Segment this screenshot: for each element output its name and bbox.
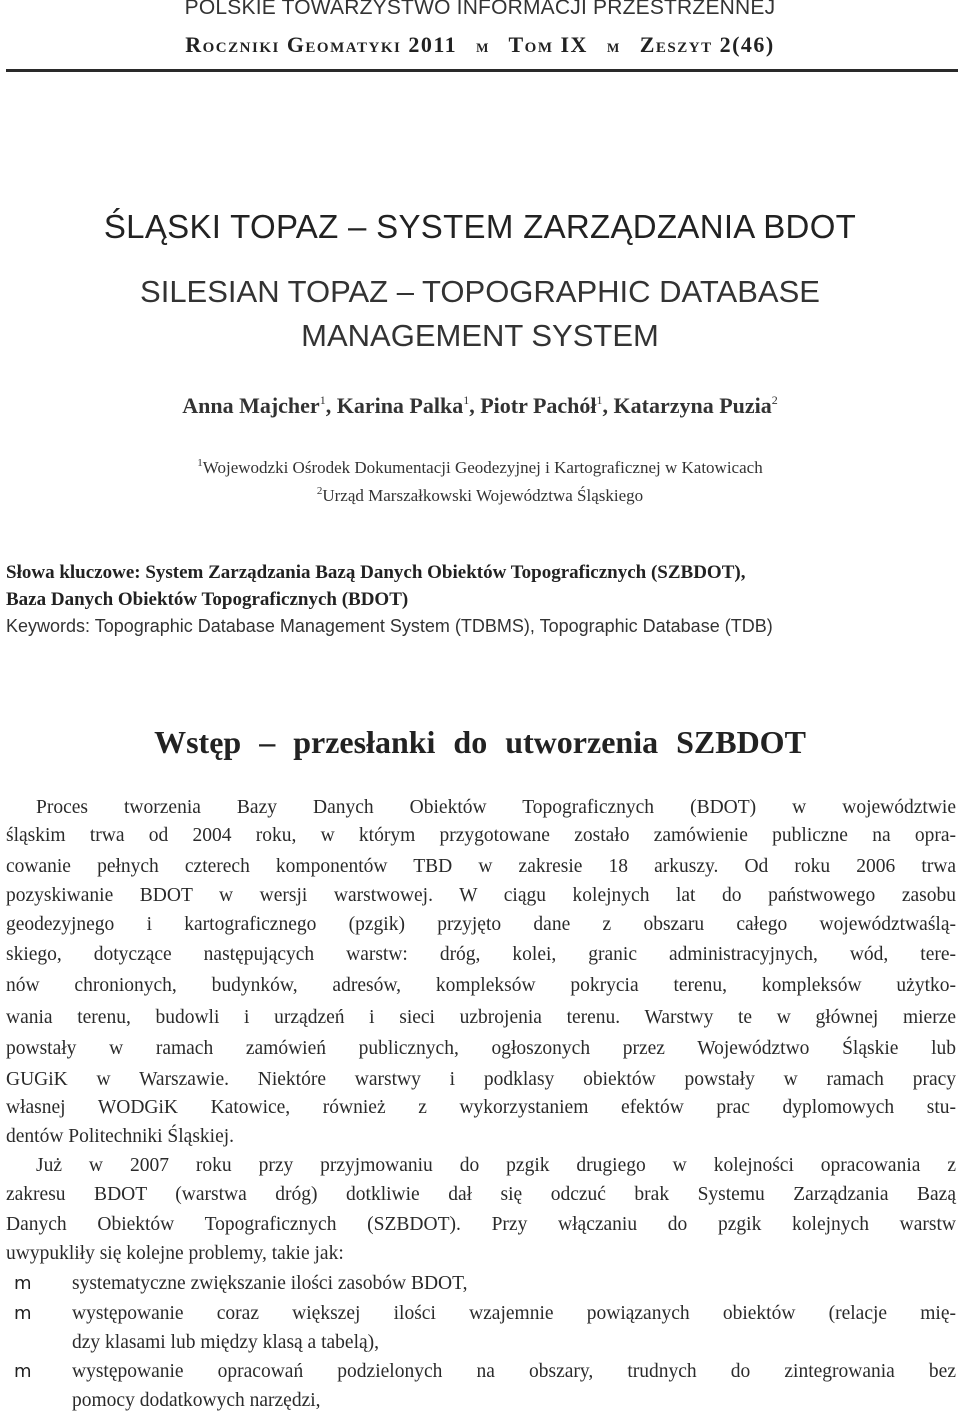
list-item-text: systematyczne zwiększanie ilości zasobów BDOT, bbox=[72, 1273, 468, 1294]
title-polish: ŚLĄSKI TOPAZ – SYSTEM ZARZĄDZANIA BDOT bbox=[103, 208, 857, 245]
journal-issue: Zeszyt 2(46) bbox=[639, 32, 775, 57]
keywords-polish-line-1: Słowa kluczowe: System Zarządzania Bazą Danych Obiektów Topograficznych (SZBDOT), bbox=[6, 562, 746, 583]
body-line: cowanie pełnych czterech komponentów TBD w zakresie 18 arkuszy. Od roku 2006 trwa bbox=[6, 856, 956, 877]
bullet-marker: m bbox=[14, 1273, 32, 1294]
body-line: Proces tworzenia Bazy Danych Obiektów Topograficznych (BDOT) w województwie bbox=[36, 797, 956, 818]
author: Karina Palka$^1$ bbox=[336, 393, 470, 418]
title-english-line-2: MANAGEMENT SYSTEM bbox=[301, 318, 659, 353]
list-item-text: pomocy dodatkowych narzędzi, bbox=[72, 1390, 321, 1411]
body-line: zakresu BDOT (warstwa dróg) dotkliwie dał się odczuć brak Systemu Zarządzania Bazą bbox=[6, 1184, 956, 1205]
body-line: własnej WODGiK Katowice, również z wykorzystaniem efektów prac dyplomowych stu- bbox=[6, 1097, 956, 1118]
body-line: skiego, dotyczące następujących warstw: dróg, kolei, granic administracyjnych, wód, tere- bbox=[6, 944, 956, 965]
body-line: pozyskiwanie BDOT w wersji warstwowej. W ciągu kolejnych lat do państwowego zasobu bbox=[6, 885, 956, 906]
body-line: wania terenu, budowli i urządzeń i sieci uzbrojenia terenu. Warstwy te w głównej mierze bbox=[6, 1007, 956, 1028]
header-rule bbox=[6, 69, 958, 72]
bullet-marker: m bbox=[14, 1303, 32, 1324]
body-line: dentów Politechniki Śląskiej. bbox=[6, 1126, 235, 1147]
keywords-english: Keywords: Topographic Database Management System (TDBMS), Topographic Database (TDB) bbox=[6, 616, 773, 636]
title-english bbox=[0, 270, 960, 358]
body-line: śląskim trwa od 2004 roku, w którym przygotowane zostało zamówienie publiczne na opra- bbox=[6, 825, 956, 846]
body-line: uwypukliły się kolejne problemy, takie jak: bbox=[6, 1243, 344, 1264]
author: Anna Majcher$^1$ bbox=[182, 393, 326, 418]
author-list: Anna Majcher$^1$, Karina Palka$^1$, Piotr Pachół$^1$, Katarzyna Puzia$^2$ bbox=[182, 393, 778, 418]
author: Piotr Pachół$^1$ bbox=[480, 393, 603, 418]
body-line: geodezyjnego i kartograficznego (pzgik) przyjęto dane z obszaru całego województwaślą- bbox=[6, 914, 956, 935]
title-english-line-1: SILESIAN TOPAZ – TOPOGRAPHIC DATABASE bbox=[140, 274, 820, 309]
section-heading: Wstęp – przesłanki do utworzenia SZBDOT bbox=[154, 724, 806, 760]
affiliation-2: $^2$Urząd Marszałkowski Województwa Śląskiego bbox=[316, 485, 644, 505]
bullet-marker: m bbox=[14, 1361, 32, 1382]
list-item-text: występowanie opracowań podzielonych na obszary, trudnych do zintegrowania bez bbox=[72, 1361, 956, 1382]
journal-name: Roczniki Geomatyki 2011 bbox=[185, 32, 458, 57]
author: Katarzyna Puzia$^2$ bbox=[613, 393, 778, 418]
journal-line bbox=[0, 32, 960, 58]
body-line: nów chronionych, budynków, adresów, kompleksów pokrycia terenu, kompleksów użytko- bbox=[6, 975, 956, 996]
body-line: powstały w ramach zamówień publicznych, ogłoszonych przez Województwo Śląskie lub bbox=[6, 1038, 956, 1059]
body-line: Już w 2007 roku przy przyjmowaniu do pzgik drugiego w kolejności opracowania z bbox=[36, 1155, 956, 1176]
society-name: POLSKIE TOWARZYSTWO INFORMACJI PRZESTRZENNEJ bbox=[184, 0, 776, 19]
keywords-polish-line-2: Baza Danych Obiektów Topograficznych (BDOT) bbox=[6, 589, 409, 610]
separator-bullet: m bbox=[606, 36, 621, 56]
list-item-text: występowanie coraz większej ilości wzajemnie powiązanych obiektów (relacje mię- bbox=[72, 1303, 956, 1324]
journal-volume: Tom IX bbox=[508, 32, 588, 57]
affiliation-1: $^1$Wojewodzki Ośrodek Dokumentacji Geodezyjnej i Kartograficznej w Katowicach bbox=[197, 457, 763, 477]
separator-bullet: m bbox=[476, 36, 490, 56]
body-line: Danych Obiektów Topograficznych (SZBDOT). Przy włączaniu do pzgik kolejnych warstw bbox=[6, 1214, 956, 1235]
list-item-text: dzy klasami lub między klasą a tabelą), bbox=[72, 1332, 380, 1353]
body-line: GUGiK w Warszawie. Niektóre warstwy i podklasy obiektów powstały w ramach pracy bbox=[6, 1069, 956, 1090]
